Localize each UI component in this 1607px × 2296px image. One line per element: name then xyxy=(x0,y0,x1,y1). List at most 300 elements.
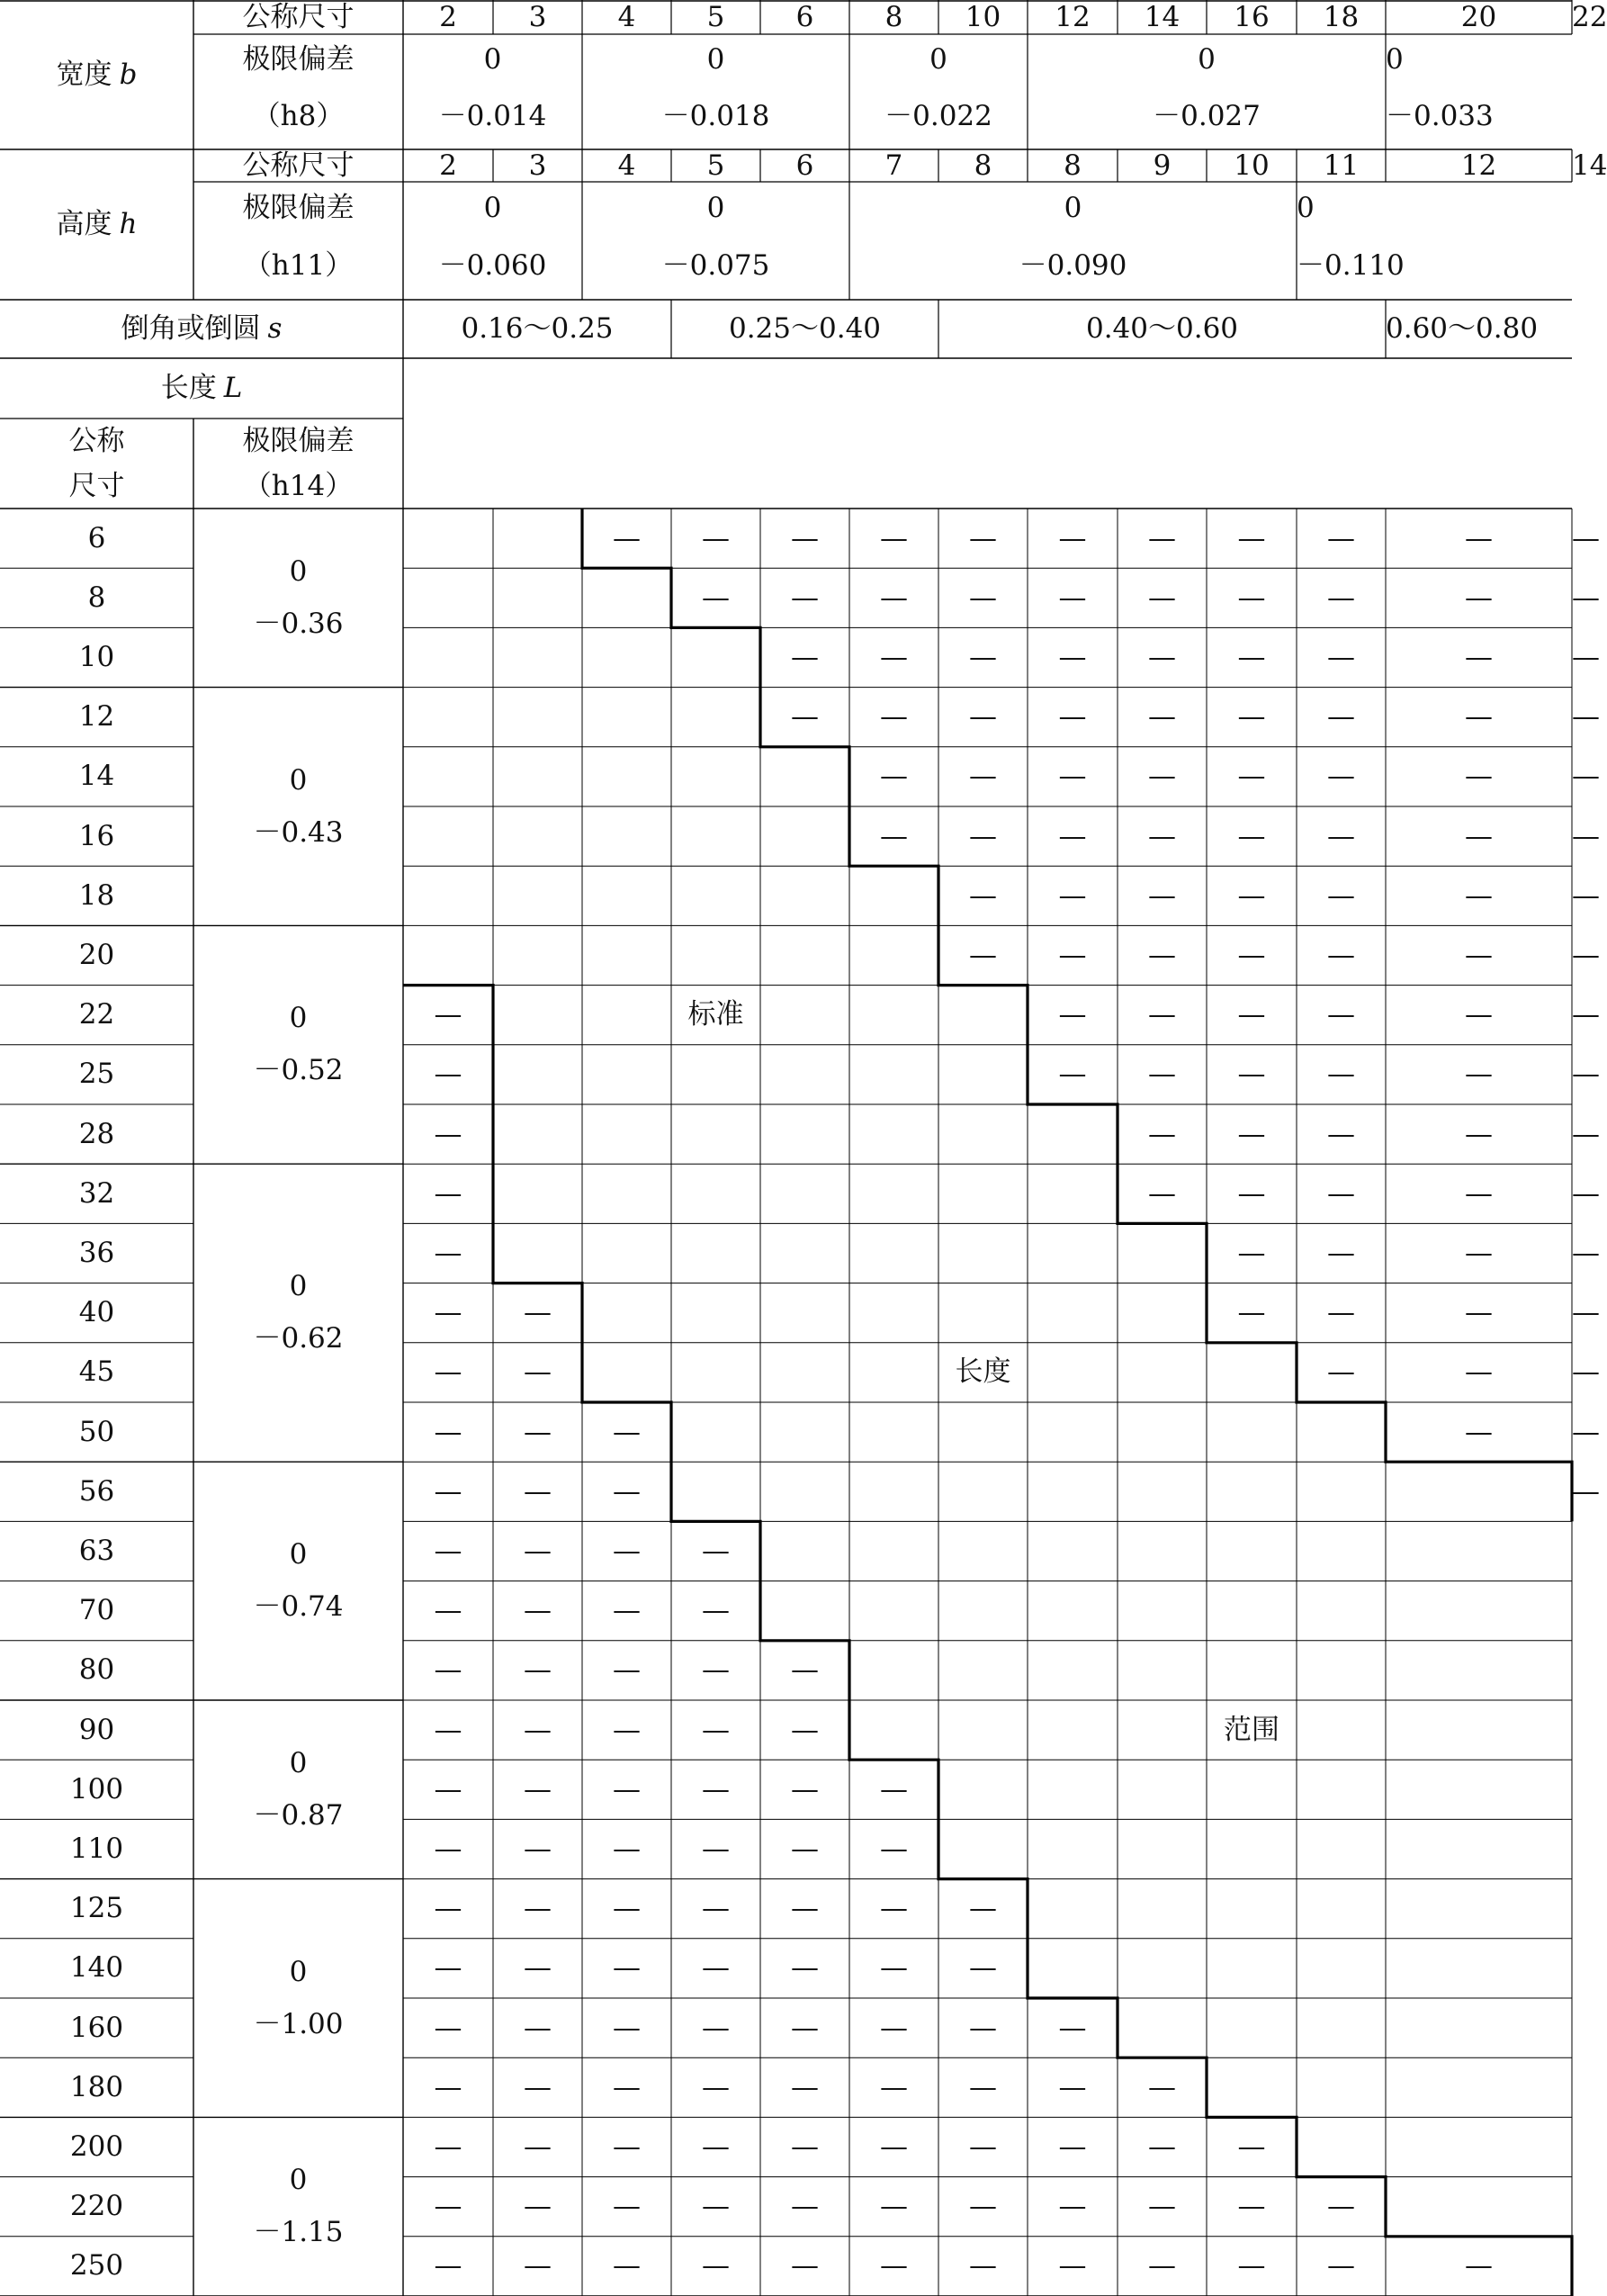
dash-cell: — xyxy=(1465,640,1493,673)
length-row-value: 160 xyxy=(69,2011,124,2044)
length-label xyxy=(0,358,403,419)
dash-cell: — xyxy=(1327,1236,1355,1269)
dash-cell: — xyxy=(1148,819,1176,852)
dash-cell: — xyxy=(1327,2249,1355,2282)
dash-cell: — xyxy=(434,1176,462,1210)
dash-cell: — xyxy=(702,2129,730,2163)
length-row-value: 16 xyxy=(78,819,115,852)
length-row-value: 6 xyxy=(87,521,106,554)
width-nominal-size: 5 xyxy=(706,0,725,33)
width-nominal-size: 6 xyxy=(795,0,814,33)
dash-cell: — xyxy=(524,1296,552,1329)
dash-cell: — xyxy=(1237,1058,1266,1091)
dash-cell: — xyxy=(1327,878,1355,912)
dash-cell: — xyxy=(1572,521,1600,554)
length-row-value: 140 xyxy=(69,1951,124,1985)
length-row-value: 20 xyxy=(78,938,115,971)
dash-cell: — xyxy=(702,1594,730,1627)
length-row-value: 50 xyxy=(78,1415,115,1448)
dash-cell: — xyxy=(613,521,641,554)
dash-cell: — xyxy=(613,1594,641,1627)
dash-cell: — xyxy=(434,2011,462,2044)
width-nominal-size: 12 xyxy=(1055,0,1091,33)
dash-cell: — xyxy=(1058,2011,1087,2044)
height-nominal-size: 4 xyxy=(617,149,636,182)
length-row-value: 200 xyxy=(69,2129,124,2163)
height-nominal-size: 7 xyxy=(884,149,903,182)
width-deviation-lower: －0.022 xyxy=(884,99,992,132)
dash-cell: — xyxy=(702,521,730,554)
dash-cell: — xyxy=(613,1534,641,1567)
range-label-range: 范围 xyxy=(1224,1713,1279,1746)
length-row-value: 63 xyxy=(78,1534,115,1567)
dash-cell: — xyxy=(1465,2249,1493,2282)
dash-cell: — xyxy=(880,2249,908,2282)
dash-cell: — xyxy=(791,1772,819,1805)
dash-cell: — xyxy=(1327,2190,1355,2223)
width-nominal-size: 10 xyxy=(965,0,1001,33)
dash-cell: — xyxy=(1237,581,1266,614)
length-deviation-lower: －1.00 xyxy=(253,2007,344,2040)
length-deviation-lower: －0.43 xyxy=(253,815,344,849)
length-row-value: 12 xyxy=(78,700,115,734)
height-label-symbol: h xyxy=(119,208,138,240)
dash-cell: — xyxy=(524,2011,552,2044)
dash-cell: — xyxy=(1237,998,1266,1031)
dash-cell: — xyxy=(1058,2249,1087,2282)
length-row-value: 180 xyxy=(69,2070,124,2103)
width-nominal-size: 14 xyxy=(1144,0,1181,33)
dash-cell: — xyxy=(791,640,819,673)
dash-cell: — xyxy=(1572,760,1600,793)
dash-cell: — xyxy=(969,938,997,971)
dash-cell: — xyxy=(1572,1415,1600,1448)
height-nominal-size: 11 xyxy=(1323,149,1360,182)
dash-cell: — xyxy=(791,2129,819,2163)
dash-cell: — xyxy=(1465,581,1493,614)
dash-cell: — xyxy=(524,1534,552,1567)
dash-cell: — xyxy=(434,1534,462,1567)
dash-cell: — xyxy=(1572,878,1600,912)
dash-cell: — xyxy=(1148,581,1176,614)
dash-cell: — xyxy=(791,521,819,554)
dash-cell: — xyxy=(613,1713,641,1746)
width-deviation-upper: 0 xyxy=(706,42,725,76)
dash-cell: — xyxy=(1148,760,1176,793)
dash-cell: — xyxy=(1572,938,1600,971)
dash-cell: — xyxy=(1465,1296,1493,1329)
chamfer-label-text: 倒角或倒圆 xyxy=(121,312,261,345)
dash-cell: — xyxy=(1237,2190,1266,2223)
dash-cell: — xyxy=(1572,700,1600,734)
length-deviation-lower: －0.87 xyxy=(253,1798,344,1832)
dash-cell: — xyxy=(613,2129,641,2163)
length-deviation-upper: 0 xyxy=(289,1955,308,1988)
length-deviation-lower: －0.74 xyxy=(253,1590,344,1624)
dash-cell: — xyxy=(1327,640,1355,673)
height-deviation-upper: 0 xyxy=(1064,191,1082,224)
length-row-value: 18 xyxy=(78,878,115,912)
dash-cell: — xyxy=(1058,640,1087,673)
dash-cell: — xyxy=(1572,998,1600,1031)
width-deviation-upper: 0 xyxy=(929,42,947,76)
dash-cell: — xyxy=(1237,1236,1266,1269)
width-nominal-size: 20 xyxy=(1460,0,1497,33)
dash-cell: — xyxy=(1148,1058,1176,1091)
dash-cell: — xyxy=(969,760,997,793)
dash-cell: — xyxy=(524,1832,552,1865)
dash-cell: — xyxy=(613,2249,641,2282)
range-label-standard: 标准 xyxy=(687,998,744,1031)
dash-cell: — xyxy=(1148,640,1176,673)
dash-cell: — xyxy=(880,640,908,673)
length-row-value: 70 xyxy=(78,1594,115,1627)
length-deviation-upper: 0 xyxy=(289,554,308,588)
dash-cell: — xyxy=(791,2190,819,2223)
width-label xyxy=(0,0,193,149)
length-deviation-upper: 0 xyxy=(289,1746,308,1779)
dash-cell: — xyxy=(1465,1176,1493,1210)
dash-cell: — xyxy=(1058,2070,1087,2103)
dash-cell: — xyxy=(434,1058,462,1091)
dash-cell: — xyxy=(1572,1296,1600,1329)
height-nominal-size: 14 xyxy=(1572,149,1607,182)
dash-cell: — xyxy=(969,2011,997,2044)
length-row-value: 14 xyxy=(78,760,115,793)
dash-cell: — xyxy=(791,2249,819,2282)
length-deviation-upper: 0 xyxy=(289,1270,308,1303)
dash-cell: — xyxy=(1465,1355,1493,1389)
dash-cell: — xyxy=(702,1772,730,1805)
dash-cell: — xyxy=(1572,581,1600,614)
dash-cell: — xyxy=(613,1951,641,1985)
width-nominal-size: 4 xyxy=(617,0,636,33)
dash-cell: — xyxy=(1148,998,1176,1031)
length-row-value: 28 xyxy=(78,1117,115,1150)
dash-cell: — xyxy=(1148,938,1176,971)
dash-cell: — xyxy=(1327,938,1355,971)
dash-cell: — xyxy=(1148,700,1176,734)
dash-cell: — xyxy=(1237,521,1266,554)
length-row-value: 100 xyxy=(69,1772,124,1805)
dash-cell: — xyxy=(1465,998,1493,1031)
height-deviation-upper: 0 xyxy=(1297,191,1315,224)
width-deviation-lower: －0.033 xyxy=(1386,99,1494,132)
dash-cell: — xyxy=(1237,878,1266,912)
dash-cell: — xyxy=(524,1772,552,1805)
length-row-value: 10 xyxy=(78,640,115,673)
dash-cell: — xyxy=(880,581,908,614)
dash-cell: — xyxy=(1148,2070,1176,2103)
dash-cell: — xyxy=(1465,521,1493,554)
dash-cell: — xyxy=(1327,700,1355,734)
dash-cell: — xyxy=(613,2011,641,2044)
dash-cell: — xyxy=(969,521,997,554)
length-deviation-upper: 0 xyxy=(289,763,308,797)
dash-cell: — xyxy=(702,2070,730,2103)
length-row-value: 90 xyxy=(78,1713,115,1746)
dash-cell: — xyxy=(434,1713,462,1746)
dash-cell: — xyxy=(524,1713,552,1746)
dash-cell: — xyxy=(791,1653,819,1687)
dash-cell: — xyxy=(1237,1117,1266,1150)
length-row-value: 250 xyxy=(69,2249,124,2282)
height-deviation-upper: 0 xyxy=(483,191,502,224)
width-nominal-size: 18 xyxy=(1323,0,1360,33)
dash-cell: — xyxy=(880,1892,908,1925)
dash-cell: — xyxy=(434,1474,462,1508)
dash-cell: — xyxy=(702,2249,730,2282)
dash-cell: — xyxy=(524,1355,552,1389)
dash-cell: — xyxy=(702,581,730,614)
height-nominal-size: 10 xyxy=(1234,149,1270,182)
dash-cell: — xyxy=(524,1951,552,1985)
dash-cell: — xyxy=(1237,2129,1266,2163)
dash-cell: — xyxy=(1237,2249,1266,2282)
dash-cell: — xyxy=(702,1653,730,1687)
dash-cell: — xyxy=(1058,2129,1087,2163)
dash-cell: — xyxy=(1327,581,1355,614)
dash-cell: — xyxy=(791,700,819,734)
length-deviation-label: 极限偏差 xyxy=(242,424,355,457)
dash-cell: — xyxy=(1327,760,1355,793)
dash-cell: — xyxy=(791,2011,819,2044)
dash-cell: — xyxy=(434,2249,462,2282)
dash-cell: — xyxy=(1058,878,1087,912)
length-row-value: 36 xyxy=(78,1236,115,1269)
dash-cell: — xyxy=(969,700,997,734)
width-nominal-size: 16 xyxy=(1234,0,1270,33)
dash-cell: — xyxy=(434,1832,462,1865)
width-tolerance-class: （h8） xyxy=(252,99,345,132)
dash-cell: — xyxy=(1327,1296,1355,1329)
width-deviation-lower: －0.018 xyxy=(661,99,770,132)
height-label xyxy=(0,149,193,300)
length-row-value: 32 xyxy=(78,1176,115,1210)
dash-cell: — xyxy=(1465,878,1493,912)
height-nominal-label: 公称尺寸 xyxy=(242,149,355,182)
dash-cell: — xyxy=(880,1772,908,1805)
dash-cell: — xyxy=(1237,700,1266,734)
width-nominal-label: 公称尺寸 xyxy=(242,0,355,33)
dash-cell: — xyxy=(969,1951,997,1985)
width-nominal-size: 2 xyxy=(439,0,457,33)
length-row-value: 8 xyxy=(87,581,106,614)
dash-cell: — xyxy=(613,2190,641,2223)
dash-cell: — xyxy=(524,1653,552,1687)
height-nominal-size: 5 xyxy=(706,149,725,182)
dash-cell: — xyxy=(880,819,908,852)
chamfer-range: 0.60～0.80 xyxy=(1386,312,1539,345)
dash-cell: — xyxy=(1572,819,1600,852)
dash-cell: — xyxy=(1058,760,1087,793)
dash-cell: — xyxy=(1148,878,1176,912)
dash-cell: — xyxy=(434,2070,462,2103)
dash-cell: — xyxy=(1058,521,1087,554)
width-deviation-lower: －0.014 xyxy=(438,99,547,132)
height-nominal-size: 2 xyxy=(439,149,457,182)
dash-cell: — xyxy=(969,2190,997,2223)
dash-cell: — xyxy=(1327,819,1355,852)
length-row-value: 22 xyxy=(78,998,115,1031)
dash-cell: — xyxy=(524,1415,552,1448)
dash-cell: — xyxy=(613,2070,641,2103)
dash-cell: — xyxy=(1327,1176,1355,1210)
dash-cell: — xyxy=(1148,1117,1176,1150)
length-row-value: 40 xyxy=(78,1296,115,1329)
dash-cell: — xyxy=(1327,521,1355,554)
length-row-value: 110 xyxy=(69,1832,124,1865)
dash-cell: — xyxy=(1058,2190,1087,2223)
chamfer-range: 0.16～0.25 xyxy=(461,312,614,345)
dash-cell: — xyxy=(524,1594,552,1627)
dash-cell: — xyxy=(1237,1176,1266,1210)
dash-cell: — xyxy=(434,1415,462,1448)
dash-cell: — xyxy=(1327,1058,1355,1091)
length-tolerance-class: （h14） xyxy=(243,469,354,502)
length-nominal-label-line2: 尺寸 xyxy=(68,469,125,502)
dash-cell: — xyxy=(1237,640,1266,673)
dash-cell: — xyxy=(1148,2190,1176,2223)
dash-cell: — xyxy=(434,1236,462,1269)
height-deviation-lower: －0.060 xyxy=(438,249,547,282)
dash-cell: — xyxy=(702,1713,730,1746)
height-tolerance-class: （h11） xyxy=(243,249,354,282)
dash-cell: — xyxy=(434,1296,462,1329)
dash-cell: — xyxy=(1327,998,1355,1031)
length-label-text: 长度 xyxy=(160,372,217,404)
dash-cell: — xyxy=(1058,998,1087,1031)
dash-cell: — xyxy=(524,2070,552,2103)
dash-cell: — xyxy=(613,1772,641,1805)
dash-cell: — xyxy=(791,1832,819,1865)
length-deviation-lower: －0.62 xyxy=(253,1322,344,1355)
width-label-symbol: b xyxy=(119,58,138,91)
range-label-length: 长度 xyxy=(955,1355,1011,1389)
height-deviation-lower: －0.090 xyxy=(1019,249,1127,282)
dash-cell: — xyxy=(791,1892,819,1925)
height-deviation-lower: －0.110 xyxy=(1297,249,1405,282)
dash-cell: — xyxy=(524,1892,552,1925)
dash-cell: — xyxy=(434,1892,462,1925)
dash-cell: — xyxy=(524,1474,552,1508)
dash-cell: — xyxy=(1572,1058,1600,1091)
dash-cell: — xyxy=(702,2190,730,2223)
width-deviation-label: 极限偏差 xyxy=(242,42,355,76)
dash-cell: — xyxy=(1148,2249,1176,2282)
length-deviation-lower: －0.36 xyxy=(253,607,344,640)
dash-cell: — xyxy=(969,1892,997,1925)
dash-cell: — xyxy=(969,640,997,673)
dash-cell: — xyxy=(1237,760,1266,793)
dash-cell: — xyxy=(1465,1058,1493,1091)
length-deviation-lower: －0.52 xyxy=(253,1054,344,1087)
dash-cell: — xyxy=(613,1653,641,1687)
dash-cell: — xyxy=(880,521,908,554)
dash-cell: — xyxy=(880,2070,908,2103)
dash-cell: — xyxy=(969,819,997,852)
dash-cell: — xyxy=(1465,819,1493,852)
chamfer-label xyxy=(0,300,403,358)
dash-cell: — xyxy=(880,760,908,793)
height-nominal-size: 3 xyxy=(528,149,547,182)
dash-cell: — xyxy=(880,2190,908,2223)
width-deviation-upper: 0 xyxy=(1386,42,1404,76)
height-nominal-size: 6 xyxy=(795,149,814,182)
dash-cell: — xyxy=(434,1951,462,1985)
dash-cell: — xyxy=(969,2129,997,2163)
dash-cell: — xyxy=(434,1653,462,1687)
chamfer-range: 0.40～0.60 xyxy=(1085,312,1239,345)
length-row-value: 25 xyxy=(78,1058,115,1091)
width-label-text: 宽度 xyxy=(56,58,112,91)
height-nominal-size: 8 xyxy=(1064,149,1082,182)
dash-cell: — xyxy=(434,1355,462,1389)
dash-cell: — xyxy=(1237,819,1266,852)
height-nominal-size: 9 xyxy=(1153,149,1172,182)
dash-cell: — xyxy=(880,2129,908,2163)
dash-cell: — xyxy=(1327,1355,1355,1389)
length-deviation-upper: 0 xyxy=(289,1538,308,1571)
width-deviation-upper: 0 xyxy=(1198,42,1216,76)
dash-cell: — xyxy=(434,998,462,1031)
dash-cell: — xyxy=(1058,819,1087,852)
length-deviation-lower: －1.15 xyxy=(253,2216,344,2249)
dash-cell: — xyxy=(1572,1176,1600,1210)
dash-cell: — xyxy=(1237,1296,1266,1329)
dash-cell: — xyxy=(434,2190,462,2223)
width-deviation-upper: 0 xyxy=(483,42,502,76)
dash-cell: — xyxy=(1058,938,1087,971)
dash-cell: — xyxy=(1148,521,1176,554)
dash-cell: — xyxy=(1237,938,1266,971)
width-deviation-lower: －0.027 xyxy=(1153,99,1261,132)
dash-cell: — xyxy=(1058,581,1087,614)
height-nominal-size: 8 xyxy=(974,149,992,182)
height-deviation-upper: 0 xyxy=(706,191,725,224)
dash-cell: — xyxy=(524,2129,552,2163)
height-deviation-lower: －0.075 xyxy=(661,249,770,282)
length-row-value: 125 xyxy=(69,1892,124,1925)
dash-cell: — xyxy=(434,1594,462,1627)
height-nominal-size: 12 xyxy=(1460,149,1497,182)
dash-cell: — xyxy=(613,1415,641,1448)
length-deviation-upper: 0 xyxy=(289,2164,308,2197)
length-row-value: 80 xyxy=(78,1653,115,1687)
dash-cell: — xyxy=(1572,1355,1600,1389)
length-label-symbol: L xyxy=(223,372,243,404)
width-nominal-size: 3 xyxy=(528,0,547,33)
dash-cell: — xyxy=(613,1892,641,1925)
dash-cell: — xyxy=(702,1832,730,1865)
length-row-value: 56 xyxy=(78,1474,115,1508)
dash-cell: — xyxy=(1572,1474,1600,1508)
dash-cell: — xyxy=(702,1892,730,1925)
dash-cell: — xyxy=(969,581,997,614)
dash-cell: — xyxy=(1572,640,1600,673)
dash-cell: — xyxy=(702,1951,730,1985)
dash-cell: — xyxy=(1465,760,1493,793)
dash-cell: — xyxy=(613,1474,641,1508)
dash-cell: — xyxy=(1465,938,1493,971)
dash-cell: — xyxy=(791,581,819,614)
dash-cell: — xyxy=(524,2249,552,2282)
dash-cell: — xyxy=(880,1951,908,1985)
dash-cell: — xyxy=(1572,1117,1600,1150)
width-nominal-size: 22 xyxy=(1572,0,1607,33)
dash-cell: — xyxy=(880,1832,908,1865)
length-row-value: 45 xyxy=(78,1355,115,1389)
